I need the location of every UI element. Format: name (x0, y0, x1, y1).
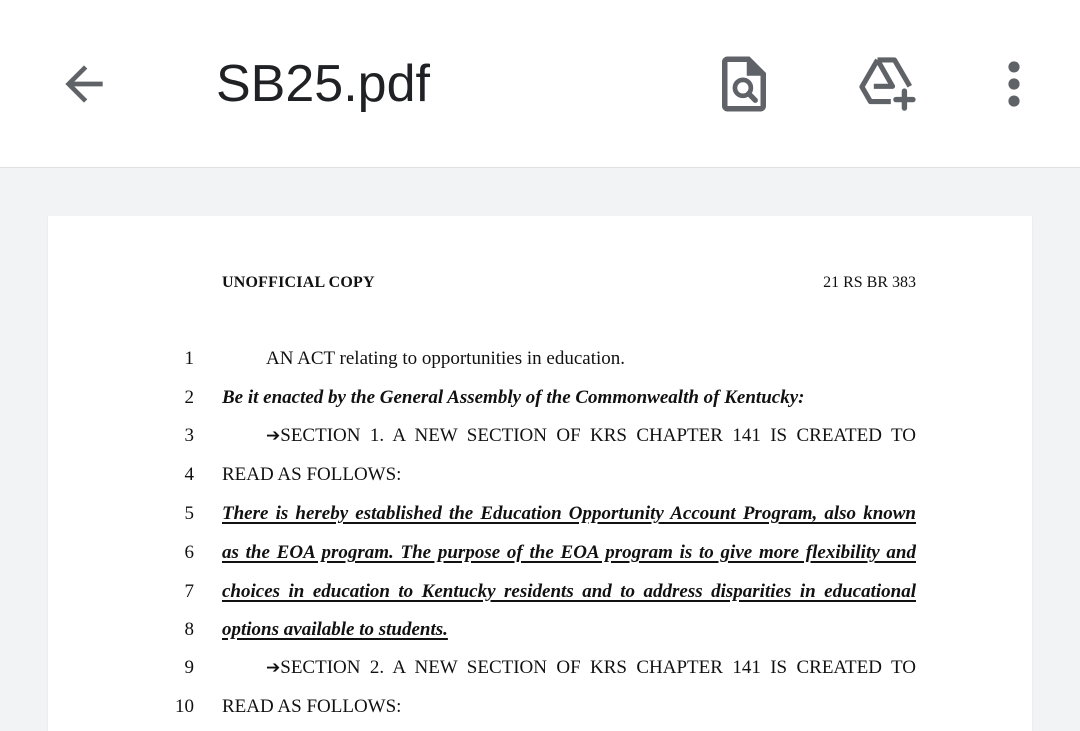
pdf-page (48, 216, 1032, 731)
arrow-icon: ➔ (266, 426, 281, 446)
new-text: options available to students. (222, 619, 448, 640)
section-heading (222, 421, 916, 451)
find-in-page-icon (711, 51, 777, 117)
pdf-viewer[interactable] (0, 168, 1080, 731)
add-to-drive-icon (852, 48, 920, 120)
file-title: SB25.pdf (216, 55, 430, 113)
section-heading (222, 653, 916, 683)
line-text: READ AS FOLLOWS: (222, 464, 402, 485)
line-number: 2 (184, 387, 194, 408)
line-number: 10 (175, 696, 194, 717)
line-number: 1 (184, 348, 194, 369)
line-text: SECTION 1. A NEW SECTION OF KRS CHAPTER 141 IS CREATED TO (280, 425, 916, 446)
line-5 (48, 499, 1032, 529)
line-number: 8 (184, 619, 194, 640)
header-right: 21 RS BR 383 (823, 274, 916, 291)
header-left: UNOFFICIAL COPY (222, 274, 375, 291)
add-to-drive-button[interactable] (852, 50, 920, 118)
find-in-page-button[interactable] (710, 50, 778, 118)
arrow-back-icon (56, 56, 112, 112)
line-10 (48, 692, 1032, 722)
line-6 (48, 538, 1032, 568)
app-bar (0, 0, 1080, 168)
new-text: choices in education to Kentucky residents and to address disparities in educational (222, 581, 916, 602)
line-number: 9 (184, 657, 194, 678)
new-text: There is hereby established the Education Opportunity Account Program, also known (222, 503, 916, 524)
line-number: 5 (184, 503, 194, 524)
back-button[interactable] (54, 54, 114, 114)
line-text: READ AS FOLLOWS: (222, 696, 402, 717)
line-3 (48, 421, 1032, 451)
more-vert-icon (982, 52, 1046, 116)
line-number: 7 (184, 581, 194, 602)
line-text: SECTION 2. A NEW SECTION OF KRS CHAPTER 141 IS CREATED TO (280, 657, 916, 678)
more-options-button[interactable] (980, 50, 1048, 118)
line-7 (48, 577, 1032, 607)
enacting-clause: Be it enacted by the General Assembly of the Commonwealth of Kentucky: (222, 387, 805, 408)
line-9 (48, 653, 1032, 683)
line-1 (48, 344, 1032, 374)
line-number: 3 (184, 425, 194, 446)
line-text: AN ACT relating to opportunities in education. (266, 348, 626, 369)
line-number: 6 (184, 542, 194, 563)
line-8 (48, 615, 1032, 645)
new-text: as the EOA program. The purpose of the EOA program is to give more flexibility and (222, 542, 916, 563)
line-2 (48, 383, 1032, 413)
arrow-icon: ➔ (266, 658, 281, 678)
line-4 (48, 460, 1032, 490)
line-number: 4 (184, 464, 194, 485)
